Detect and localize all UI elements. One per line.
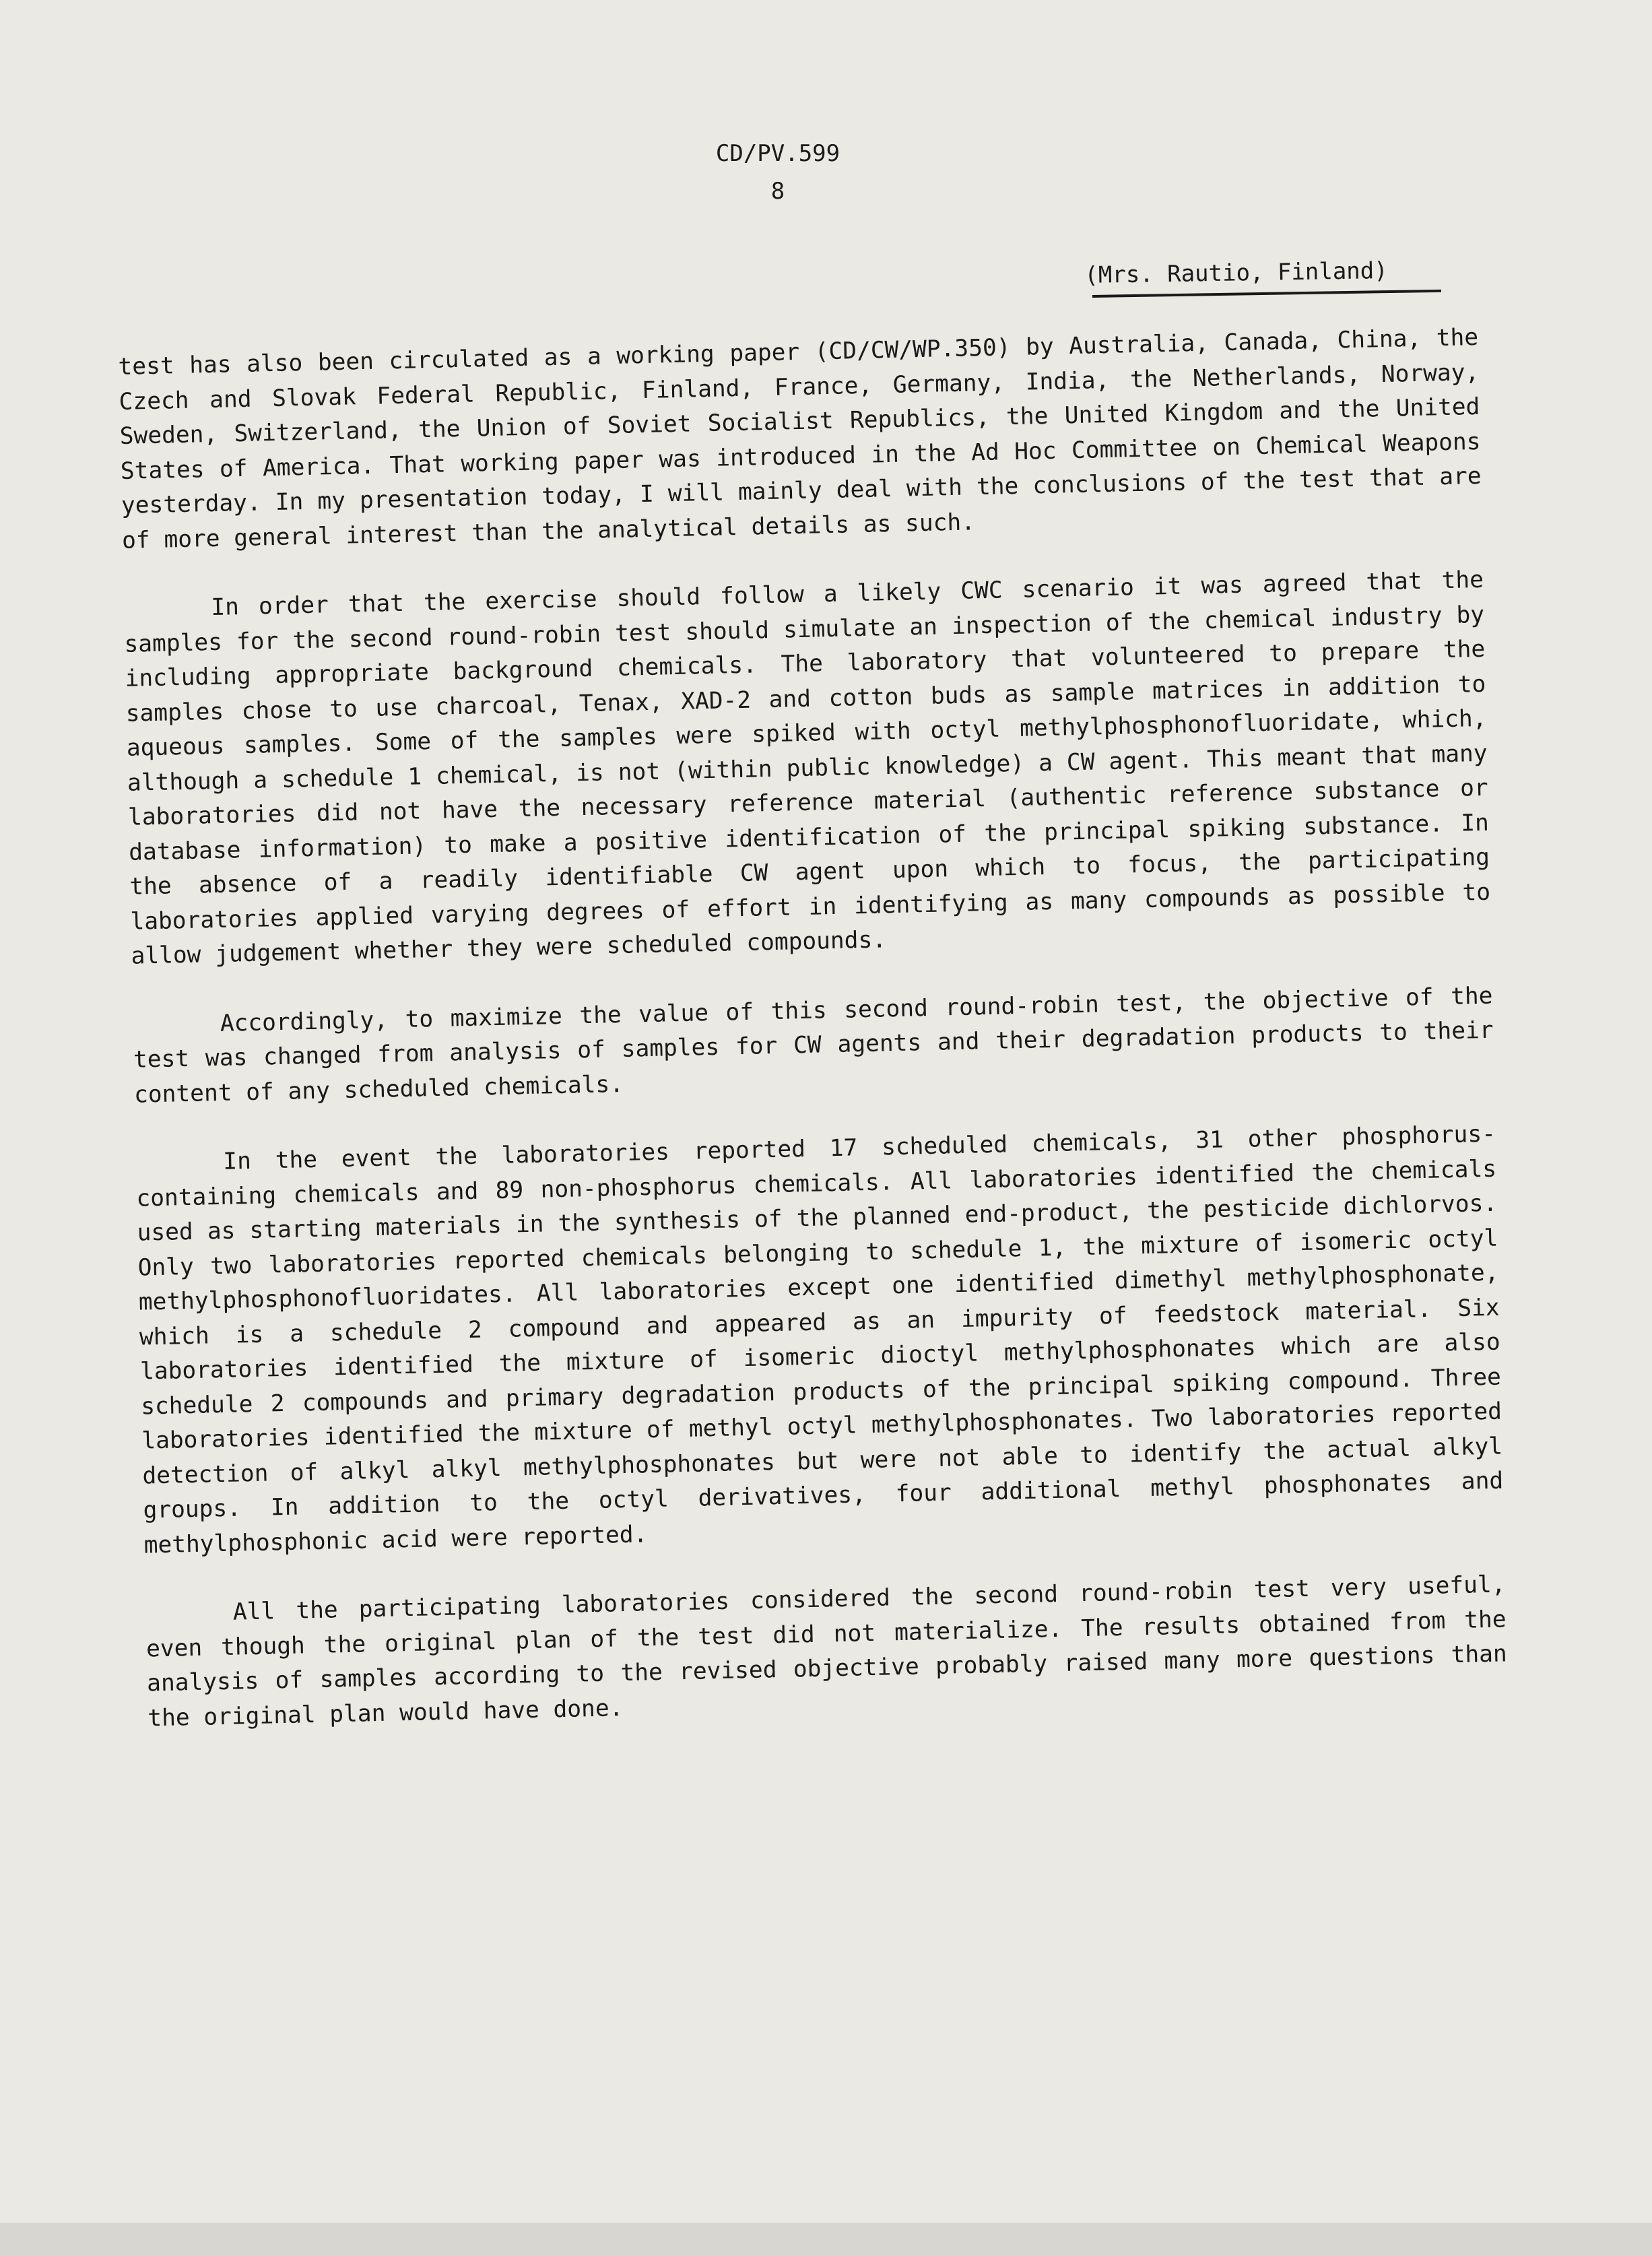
paragraph-4: In the event the laboratories reported 17 scheduled chemicals, 31 other phosphorus-containing chemicals and 89 non-phosphorus chemicals. All laboratories identified the chemicals used as starting materials in the synthesis of the planned end-product, the pesticide dichlorvos. Only two laboratories reported chemicals belonging to schedule 1, the mixture of isomeric octyl methylphosphonofluoridates. All laboratories except one identified dimethyl methylphosphonate, which is a schedule 2 compound and appeared as an impurity of feedstock material. Six laboratories identified the mixture of isomeric dioctyl methylphosphonates which are also schedule 2 compounds and primary degradation products of the principal spiking compound. Three laboratories identified the mixture of methyl octyl methylphosphonates. Two laboratories reported detection of alkyl alkyl methylphosphonates but were not able to identify the actual alkyl groups. In addition to the octyl derivatives, four additional methyl phosphonates and methylphosphonic acid were reported. — [136, 1120, 1504, 1559]
paragraph-5: All the participating laboratories considered the second round-robin test very useful, even though the original plan of the test did not materialize. The results obtained from the analysis of samples according to the revised objective probably raised many more questions than the original plan would have done. — [145, 1571, 1508, 1732]
document-body — [118, 321, 1509, 1771]
document-symbol: CD/PV.599 — [715, 140, 840, 167]
speaker-underline — [1092, 290, 1441, 298]
paragraph-1: test has also been circulated as a working paper (CD/CW/WP.350) by Australia, Canada, China, the Czech and Slovak Federal Republic, Finland, France, Germany, India, the Netherlands, Norway, Sweden, Switzerland, the Union of Soviet Socialist Republics, the United Kingdom and the United States of America. That working paper was introduced in the Ad Hoc Committee on Chemical Weapons yesterday. In my presentation today, I will mainly deal with the conclusions of the test that are of more general interest than the analytical details as such. — [118, 323, 1482, 554]
page-header — [0, 135, 1556, 210]
speaker-attribution: (Mrs. Rautio, Finland) — [1084, 257, 1388, 289]
page-bottom-edge — [0, 2223, 1652, 2255]
page-number: 8 — [770, 178, 785, 205]
paragraph-2: In order that the exercise should follow a likely CWC scenario it was agreed that the samples for the second round-robin test should simulate an inspection of the chemical industry by including appropriate background chemicals. The laboratory that volunteered to prepare the samples chose to use charcoal, Tenax, XAD-2 and cotton buds as sample matrices in addition to aqueous samples. Some of the samples were spiked with octyl methylphosphonofluoridate, which, although a schedule 1 chemical, is not (within public knowledge) a CW agent. This meant that many laboratories did not have the necessary reference material (authentic reference substance or database information) to make a positive identification of the principal spiking substance. In the absence of a readily identifiable CW agent upon which to focus, the participating laboratories applied varying degrees of effort in identifying as many compounds as possible to allow judgement whether they were scheduled compounds. — [124, 566, 1491, 970]
paragraph-3: Accordingly, to maximize the value of this second round-robin test, the objective of the test was changed from analysis of samples for CW agents and their degradation products to their content of any scheduled chemicals. — [133, 982, 1494, 1109]
